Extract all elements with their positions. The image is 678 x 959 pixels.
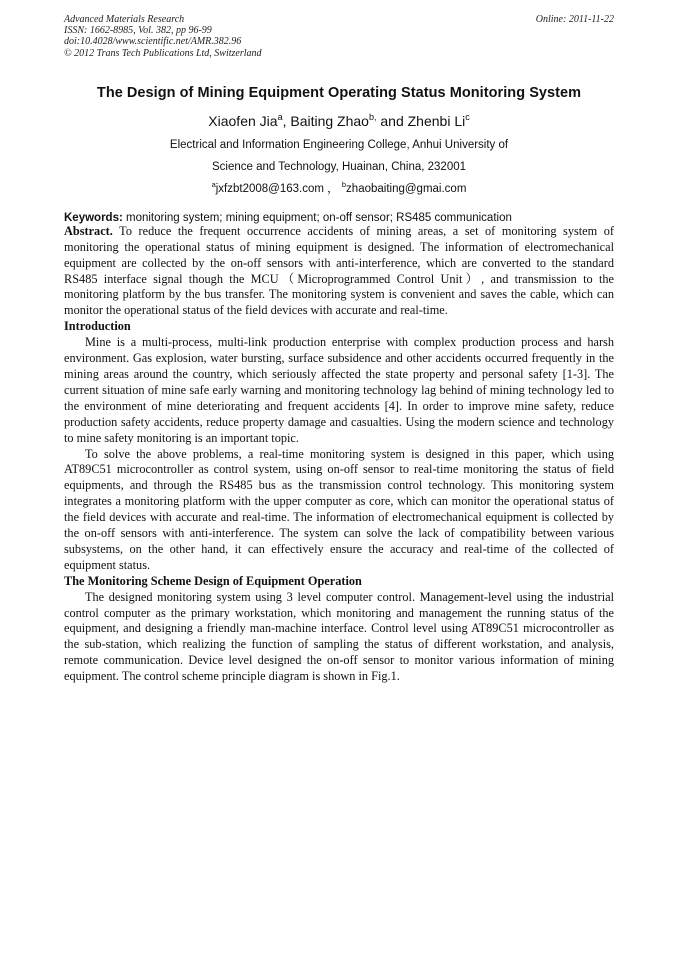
author-name: Zhenbi Li — [407, 112, 466, 129]
doi-line: doi:10.4028/www.scientific.net/AMR.382.96 — [64, 36, 242, 48]
abstract-text: To reduce the frequent occurrence accidents of mining areas, a set of monitoring system of monitoring the operational status of mining equipment is designed. The information of electromechanical equipment are collected by the on-off sensors with anti-interference, which are converted to the standard RS485 interface signal though the MCU（Microprogrammed Control Unit）, and transmission to the monitoring platform by the bus transfer. The monitoring system is convenient and saves the cable, which can monitor the operational status of the field devices with accurate and real-time. — [64, 223, 614, 318]
copyright-line: © 2012 Trans Tech Publications Ltd, Switzerland — [64, 47, 262, 59]
email-address: zhaobaiting@gmai.com — [346, 182, 467, 195]
section-heading-introduction: Introduction — [64, 319, 131, 334]
author-separator: and — [376, 112, 408, 129]
section-heading-monitoring-scheme: The Monitoring Scheme Design of Equipment Operation — [64, 573, 362, 588]
abstract-paragraph — [64, 224, 614, 319]
issn-line: ISSN: 1662-8985, Vol. 382, pp 96-99 — [64, 25, 212, 37]
keywords-line — [64, 212, 614, 224]
body-paragraph: To solve the above problems, a real-time monitoring system is designed in this paper, which using AT89C51 microcontroller as control system, using on-off sensor to real-time monitoring the status of field equipments, and through the RS485 bus as the transmission control technology. This monitoring system integrates a monitoring platform with the upper computer as core, which can monitor the operational status of the field devices with accurate and real-time. The information of electromechanical equipment is collected by the on-off sensors with anti-interference. The system can solve the lack of compatibility between various subsystems, on the other hand, it can effectively ensure the accuracy and real-time of the collected of equipment status. — [64, 446, 614, 572]
journal-header — [64, 14, 614, 59]
affiliation-line: Electrical and Information Engineering College, Anhui University of — [169, 138, 509, 151]
author-superscript: b, — [368, 111, 377, 122]
keywords-text: monitoring system; mining equipment; on-off sensor; RS485 communication — [122, 211, 512, 224]
body-paragraph: Mine is a multi-process, multi-link production enterprise with complex production process and harsh environment. Gas explosion, water bursting, surface subsidence and other accidents occurred frequently in the mining areas around the country, which seriously affected the state property and personal safety [1-3]. The current situation of mine safe early warning and monitoring technology lag behind of mining technology led to the environment of mine deteriorating and frequent accidents [4]. In order to improve mine safety, reduce production safety accidents, reduce property damage and casualties. Using the modern science and technology to mine safety monitoring is an important topic. — [64, 335, 614, 445]
online-date: Online: 2011-11-22 — [535, 14, 614, 25]
email-superscript: a — [211, 179, 216, 189]
abstract-label: Abstract. — [64, 223, 113, 238]
author-superscript: c — [465, 111, 470, 122]
author-separator: , — [282, 112, 291, 129]
journal-name: Advanced Materials Research — [64, 14, 185, 25]
affiliation-line: Science and Technology, Huainan, China, 232001 — [211, 160, 467, 173]
author-name: Xiaofen Jia — [208, 112, 278, 129]
author-superscript: a — [277, 111, 283, 122]
author-line — [64, 113, 614, 129]
email-superscript: b — [341, 179, 347, 189]
paper-title: The Design of Mining Equipment Operating Status Monitoring System — [96, 84, 582, 101]
affiliation-block — [64, 134, 614, 200]
email-separator: ， — [323, 182, 339, 195]
author-name: Baiting Zhao — [290, 112, 369, 129]
email-line — [64, 178, 614, 200]
email-address: jxfzbt2008@163.com — [215, 182, 324, 195]
paper-page — [64, 14, 614, 685]
keywords-label: Keywords: — [64, 211, 123, 224]
body-paragraph: The designed monitoring system using 3 level computer control. Management-level using the industrial control computer as the primary workstation, which monitoring and management the running status of the equipment, and designing a friendly man-machine interface. Control level using AT89C51 microcontroller as the sub-station, which realizing the function of sampling the status of different workstation, and analysis, remote communication. Device level designed the on-off sensor to monitor various information of mining equipment. The control scheme principle diagram is shown in Fig.1. — [64, 589, 614, 684]
